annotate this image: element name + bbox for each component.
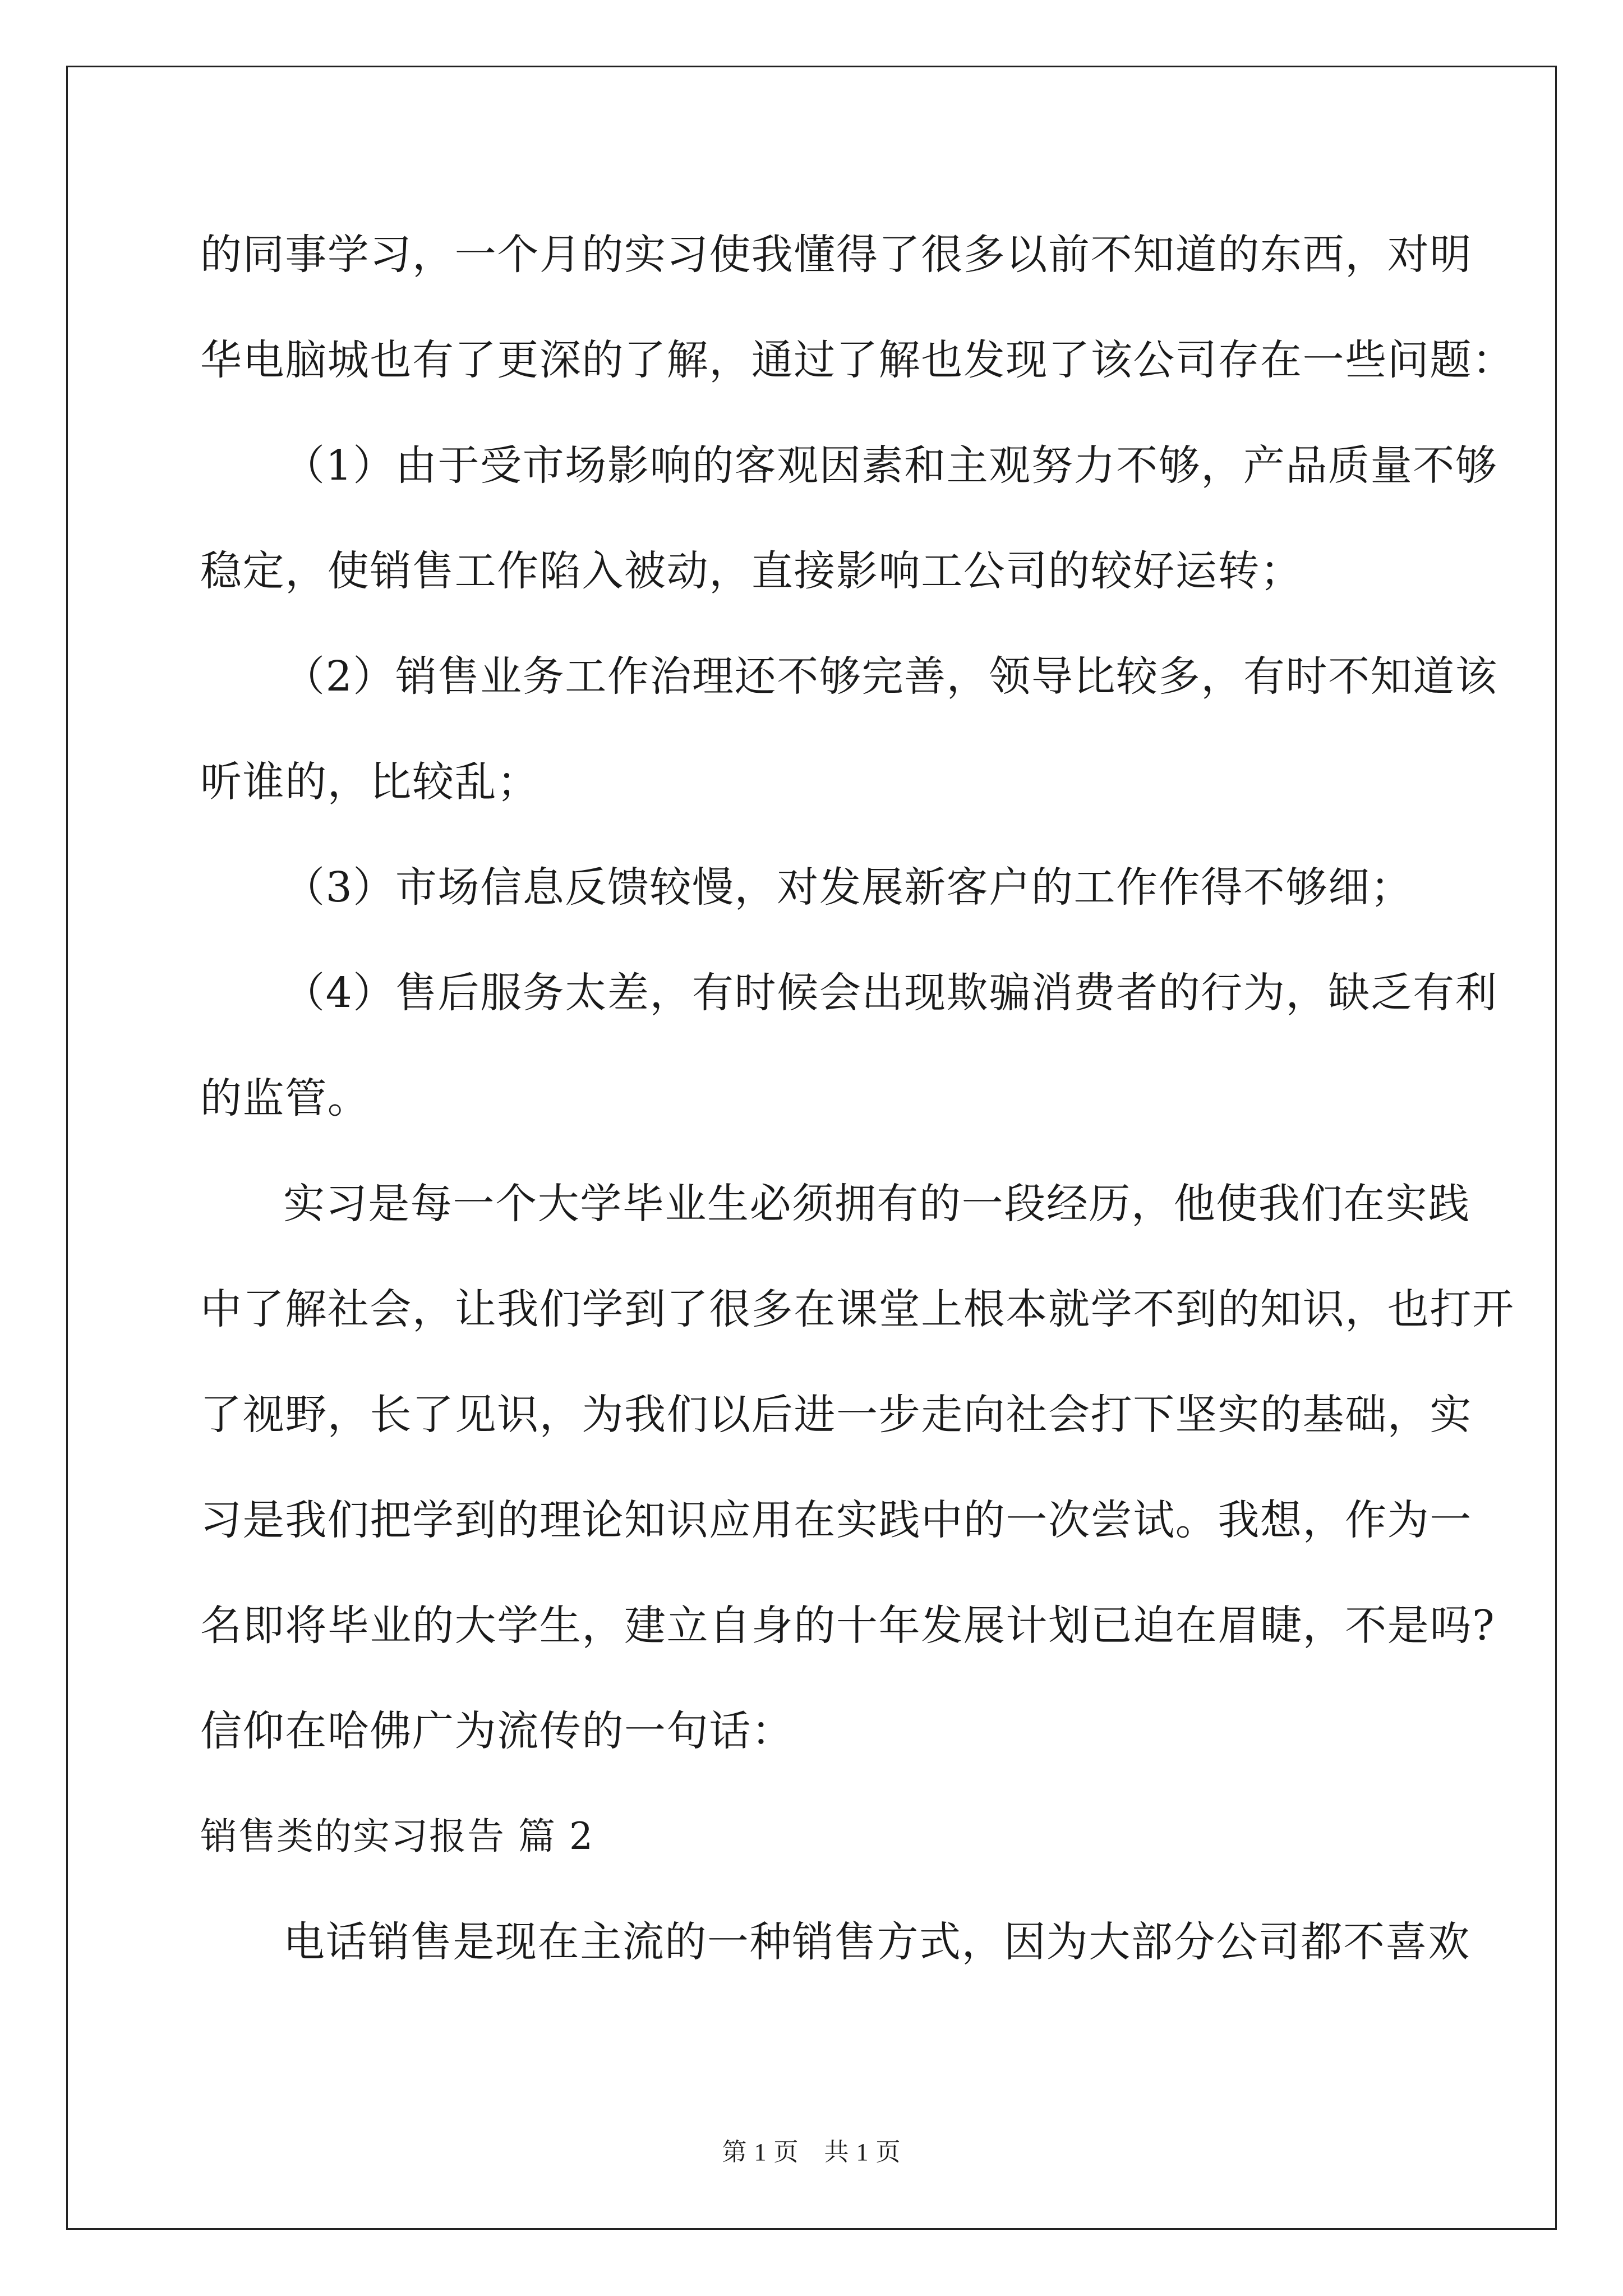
section-heading: 销售类的实习报告 篇 2 bbox=[200, 1815, 594, 1858]
list-item-2-line: （2）销售业务工作治理还不够完善，领导比较多，有时不知道该 bbox=[283, 652, 1498, 701]
list-item-4-continuation: 的监管。 bbox=[200, 1074, 370, 1122]
page-number-footer: 第 1 页 共 1 页 bbox=[722, 2138, 901, 2166]
list-item-1-continuation: 稳定，使销售工作陷入被动，直接影响工公司的较好运转； bbox=[200, 547, 1303, 595]
list-item-3-line: （3）市场信息反馈较慢，对发展新客户的工作作得不够细； bbox=[283, 863, 1413, 912]
paragraph-line: 习是我们把学到的理论知识应用在实践中的一次尝试。我想，作为一 bbox=[200, 1496, 1472, 1544]
paragraph-line: 信仰在哈佛广为流传的一句话： bbox=[200, 1707, 794, 1755]
document-body bbox=[200, 202, 1515, 1995]
text-line: 的同事学习，一个月的实习使我懂得了很多以前不知道的东西，对明 bbox=[200, 231, 1472, 279]
list-item-2-continuation: 听谁的，比较乱； bbox=[200, 758, 540, 806]
paragraph-line: 实习是每一个大学毕业生必须拥有的一段经历，他使我们在实践 bbox=[283, 1180, 1470, 1228]
paragraph-line: 电话销售是现在主流的一种销售方式，因为大部分公司都不喜欢 bbox=[283, 1918, 1470, 1966]
paragraph-line: 了视野，长了见识，为我们以后进一步走向社会打下坚实的基础，实 bbox=[200, 1391, 1472, 1439]
paragraph-line: 中了解社会，让我们学到了很多在课堂上根本就学不到的知识，也打开 bbox=[200, 1285, 1515, 1333]
text-line: 华电脑城也有了更深的了解，通过了解也发现了该公司存在一些问题： bbox=[200, 336, 1515, 384]
paragraph-line: 名即将毕业的大学生，建立自身的十年发展计划已迫在眉睫，不是吗? bbox=[200, 1602, 1496, 1650]
list-item-1-line: （1）由于受市场影响的客观因素和主观努力不够，产品质量不够 bbox=[283, 441, 1498, 490]
list-item-4-line: （4）售后服务太差，有时候会出现欺骗消费者的行为，缺乏有利 bbox=[283, 969, 1498, 1017]
